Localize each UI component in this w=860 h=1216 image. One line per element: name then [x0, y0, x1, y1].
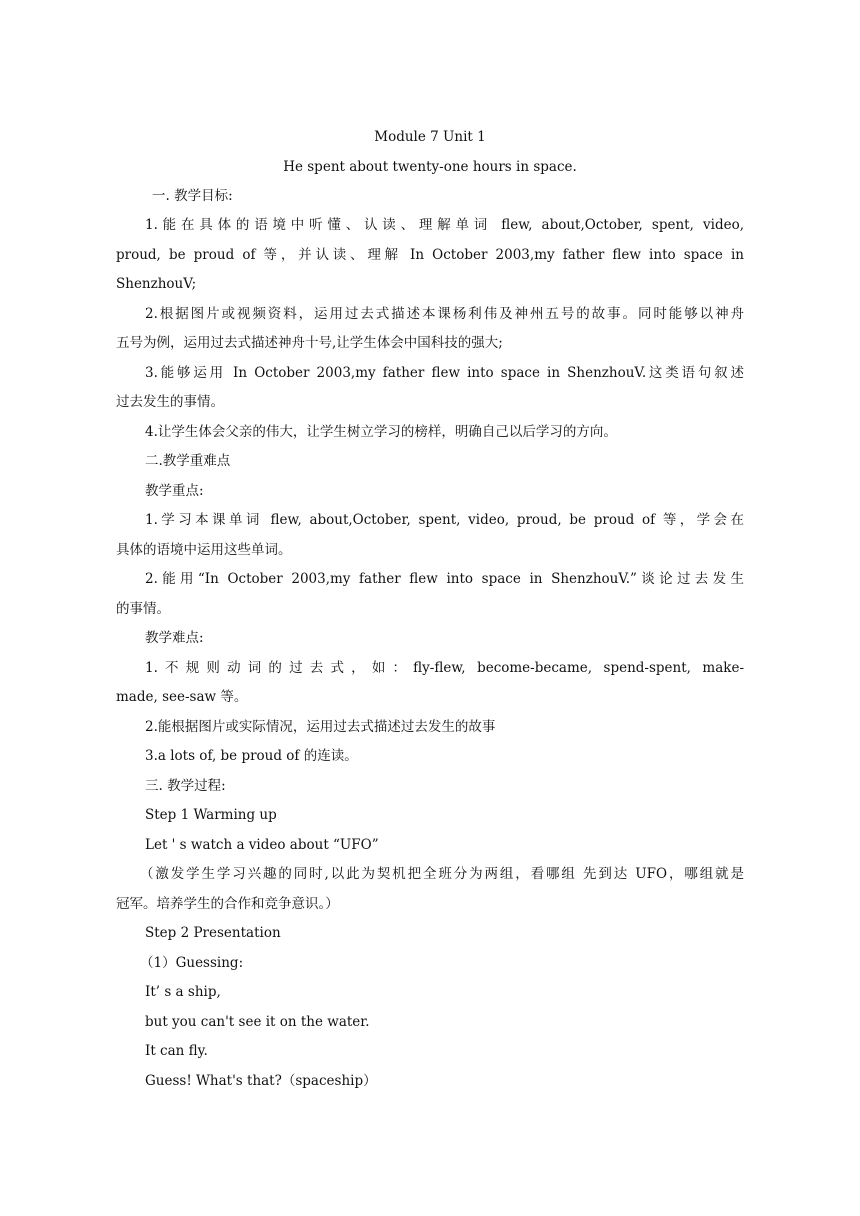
key-points-label: 教学重点: [145, 483, 204, 499]
guess-line-1: It’ s a ship, [145, 984, 221, 1000]
section-heading-objectives: 一. 教学目标: [152, 188, 233, 204]
guess-line-2: but you can't see it on the water. [145, 1014, 370, 1030]
difficult-point-1-line-2: made, see-saw 等。 [116, 689, 248, 705]
key-point-2-line-1: 2.能用“In October 2003,my father flew into space in ShenzhouV.”谈论过去发生 [145, 571, 744, 587]
objective-4: 4.让学生体会父亲的伟大，让学生树立学习的榜样，明确自己以后学习的方向。 [145, 424, 617, 440]
page-subtitle: He spent about twenty-one hours in space. [283, 159, 577, 175]
step-1-heading: Step 1 Warming up [145, 807, 277, 823]
step-1-note-line-2: 冠军。培养学生的合作和竞争意识。） [116, 896, 339, 912]
objective-1-line-2: proud, be proud of 等，并认读、理解 In October 2003,my father flew into space in [116, 247, 744, 263]
page-title: Module 7 Unit 1 [374, 129, 486, 145]
key-point-2-line-2: 的事情。 [116, 601, 170, 617]
key-point-1-line-2: 具体的语境中运用这些单词。 [116, 542, 292, 558]
objective-2-line-2: 五号为例，运用过去式描述神舟十号,让学生体会中国科技的强大; [116, 335, 503, 351]
objective-3-line-1: 3.能够运用 In October 2003,my father flew into space in ShenzhouV.这类语句叙述 [145, 365, 744, 381]
difficult-point-1-line-1: 1.不规则动词的过去式，如：fly-flew, become-became, spend-spent, make- [145, 660, 744, 676]
guess-line-4: Guess! What's that?（spaceship） [145, 1073, 377, 1089]
section-heading-key-points: 二.教学重难点 [145, 453, 231, 469]
objective-2-line-1: 2.根据图片或视频资料，运用过去式描述本课杨利伟及神州五号的故事。同时能够以神舟 [145, 306, 744, 322]
objective-1-line-3: ShenzhouV; [116, 276, 197, 292]
difficult-point-2: 2.能根据图片或实际情况，运用过去式描述过去发生的故事 [145, 719, 496, 735]
objective-1-line-1: 1.能在具体的语境中听懂、认读、理解单词 flew, about,October, spent, video, [145, 217, 744, 233]
section-heading-process: 三. 教学过程: [145, 778, 226, 794]
step-1-note-line-1: （激发学生学习兴趣的同时,以此为契机把全班分为两组，看哪组 先到达 UFO，哪组就是 [140, 866, 744, 882]
step-2-heading: Step 2 Presentation [145, 925, 281, 941]
step-1-text: Let ' s watch a video about “UFO” [145, 837, 379, 853]
guessing-heading: （1）Guessing: [140, 955, 244, 971]
guess-line-3: It can fly. [145, 1043, 208, 1059]
objective-3-line-2: 过去发生的事情。 [116, 394, 224, 410]
difficult-point-3: 3.a lots of, be proud of 的连读。 [145, 748, 358, 764]
difficult-points-label: 教学难点: [145, 630, 204, 646]
key-point-1-line-1: 1.学习本课单词 flew, about,October, spent, video, proud, be proud of 等，学会在 [145, 512, 744, 528]
